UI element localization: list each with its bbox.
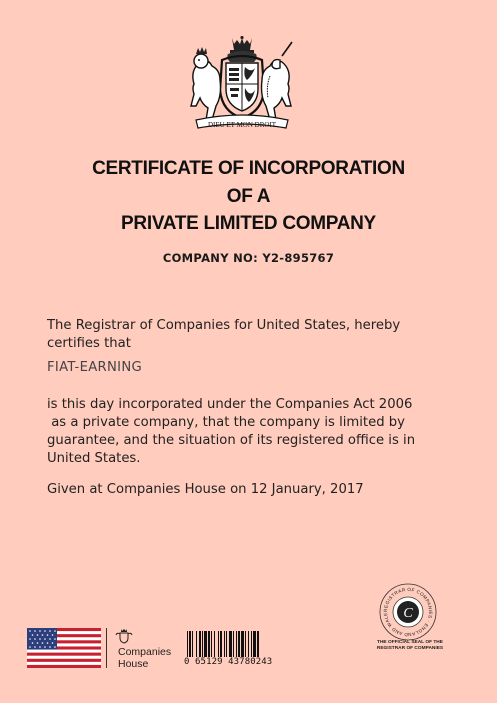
barcode-bar xyxy=(218,631,219,657)
barcode-number: 0 65129 43780243 xyxy=(184,657,273,667)
statement-paragraph xyxy=(47,396,467,468)
seal-caption-line-1: THE OFFICIAL SEAL OF THE xyxy=(377,640,443,645)
statement-line-1: is this day incorporated under the Companies Act 2006 xyxy=(47,397,413,412)
barcode-bar xyxy=(196,631,197,657)
barcode-bar xyxy=(238,631,240,657)
intro-paragraph xyxy=(47,317,467,353)
royal-coat-of-arms-icon xyxy=(188,36,296,136)
logo-line-1: Companies xyxy=(118,646,172,658)
barcode-bar xyxy=(211,631,212,657)
official-seal-icon xyxy=(378,582,438,642)
barcode-bar xyxy=(189,631,191,657)
certificate-title-line2: OF A xyxy=(226,186,271,207)
statement-line-3: guarantee, and the situation of its registered office is in xyxy=(47,433,416,448)
barcode-bar xyxy=(245,631,246,657)
statement-line-2: as a private company, that the company is limited by xyxy=(47,415,405,430)
intro-line-1: The Registrar of Companies for United States, hereby xyxy=(47,318,401,333)
intro-line-2: certifies that xyxy=(47,336,131,351)
svg-text:DIEU ET MON DROIT: DIEU ET MON DROIT xyxy=(207,121,277,129)
barcode-bar xyxy=(202,631,203,657)
barcode-bar xyxy=(233,631,234,657)
certificate-title-line3: PRIVATE LIMITED COMPANY xyxy=(121,213,376,234)
barcode-bar xyxy=(199,631,201,657)
barcode-icon xyxy=(186,631,286,657)
statement-line-4: United States. xyxy=(47,451,141,466)
barcode-bar xyxy=(192,631,193,657)
barcode-bar xyxy=(226,631,227,657)
barcode-bar xyxy=(224,631,225,657)
given-at-line: Given at Companies House on 12 January, 2017 xyxy=(47,482,364,497)
barcode-bar xyxy=(187,631,188,657)
barcode-bar xyxy=(257,631,259,657)
seal-caption xyxy=(366,640,454,652)
company-name: FIAT-EARNING xyxy=(47,360,143,375)
barcode-bar xyxy=(236,631,237,657)
barcode-bar xyxy=(214,631,215,657)
svg-text:C: C xyxy=(403,606,413,621)
barcode-bar xyxy=(208,631,210,657)
barcode-bar xyxy=(251,631,252,657)
barcode-bar xyxy=(220,631,222,657)
company-number: COMPANY NO: Y2-895767 xyxy=(162,251,335,265)
logo-line-2: House xyxy=(118,658,149,670)
svg-text:REGISTRAR OF COMPANIES · ENGLA: REGISTRAR OF COMPANIES · ENGLAND AND WALE xyxy=(382,586,434,638)
barcode-bar xyxy=(253,631,256,657)
barcode-bar xyxy=(204,631,207,657)
seal-caption-line-2: REGISTRAR OF COMPANIES xyxy=(376,646,444,651)
us-flag-icon xyxy=(27,628,101,668)
barcode-bar xyxy=(248,631,249,657)
companies-house-crest-icon xyxy=(114,628,134,644)
certificate-title-line1: CERTIFICATE OF INCORPORATION xyxy=(92,158,405,179)
barcode-bar xyxy=(241,631,244,657)
barcode-bar xyxy=(229,631,232,657)
companies-house-logo-text xyxy=(118,646,171,670)
footer-divider xyxy=(106,628,107,668)
